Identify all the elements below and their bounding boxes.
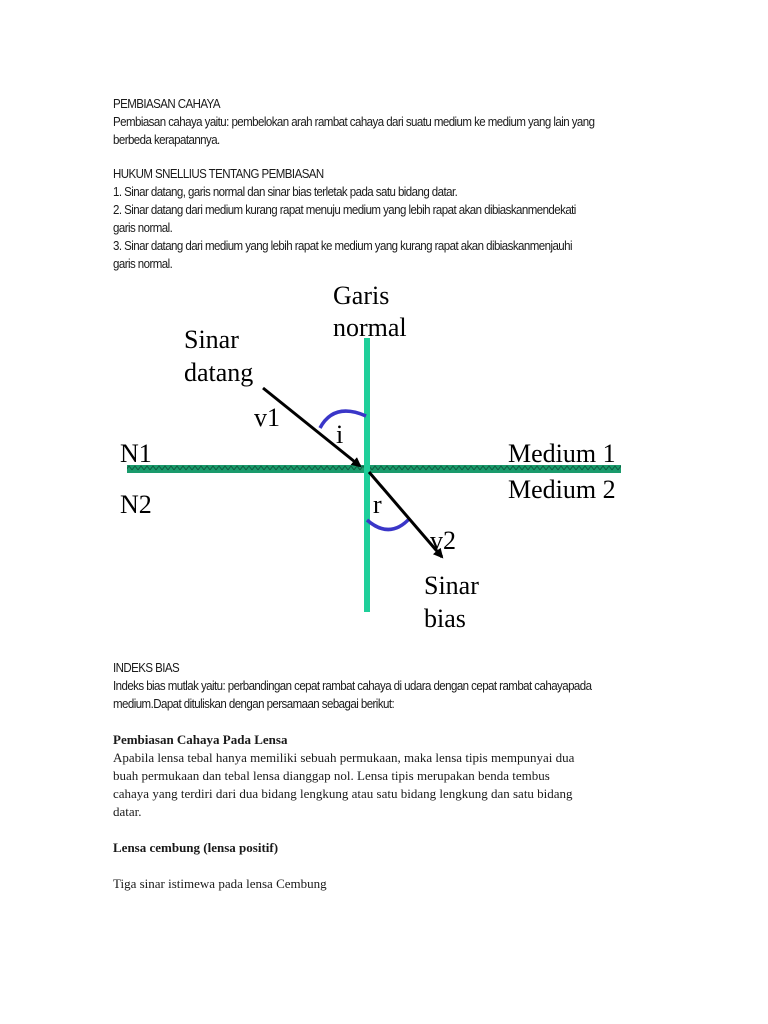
label-v2: v2 — [430, 526, 456, 555]
law-line-3: garis normal. — [113, 221, 173, 235]
label-angle-r: r — [373, 490, 382, 519]
law-line-5: garis normal. — [113, 257, 173, 271]
section-tiga-sinar — [113, 875, 713, 893]
section-lensa-cembung — [113, 839, 713, 857]
tiga-sinar-line: Tiga sinar istimewa pada lensa Cembung — [113, 876, 327, 891]
label-sinar-bias-2: bias — [424, 604, 466, 633]
section-indeks-bias — [113, 659, 665, 713]
law-line-4: 3. Sinar datang dari medium yang lebih rapat ke medium yang kurang rapat akan dibiaskanmenjauhi — [113, 239, 572, 253]
lensa-line-2: buah permukaan dan tebal lensa dianggap nol. Lensa tipis merupakan benda tembus — [113, 768, 550, 783]
label-medium-1: Medium 1 — [508, 439, 616, 468]
label-garis-normal-1: Garis — [333, 281, 390, 310]
definition-line-2: berbeda kerapatannya. — [113, 133, 220, 147]
section-hukum-snellius — [113, 165, 665, 273]
label-sinar-datang-1: Sinar — [184, 325, 239, 354]
section-pembiasan-lensa — [113, 731, 713, 821]
heading-pembiasan-lensa: Pembiasan Cahaya Pada Lensa — [113, 732, 288, 747]
label-garis-normal-2: normal — [333, 313, 407, 342]
label-sinar-bias-1: Sinar — [424, 571, 479, 600]
definition-line-1: Pembiasan cahaya yaitu: pembelokan arah rambat cahaya dari suatu medium ke medium yang lain yang — [113, 115, 595, 129]
heading-hukum-snellius: HUKUM SNELLIUS TENTANG PEMBIASAN — [113, 167, 324, 181]
lensa-line-1: Apabila lensa tebal hanya memiliki sebuah permukaan, maka lensa tipis mempunyai dua — [113, 750, 575, 765]
indeks-line-2: medium.Dapat dituliskan dengan persamaan sebagai berikut: — [113, 697, 395, 711]
lensa-line-4: datar. — [113, 804, 142, 819]
heading-lensa-cembung: Lensa cembung (lensa positif) — [113, 840, 279, 855]
angle-r-arc — [367, 518, 410, 530]
label-n1: N1 — [120, 439, 152, 468]
indeks-line-1: Indeks bias mutlak yaitu: perbandingan cepat rambat cahaya di udara dengan cepat rambat cahayapada — [113, 679, 592, 693]
label-medium-2: Medium 2 — [508, 475, 616, 504]
law-line-1: 1. Sinar datang, garis normal dan sinar bias terletak pada satu bidang datar. — [113, 185, 458, 199]
label-sinar-datang-2: datang — [184, 358, 254, 387]
section-pembiasan-cahaya — [113, 95, 665, 149]
heading-indeks-bias: INDEKS BIAS — [113, 661, 180, 675]
label-v1: v1 — [254, 403, 280, 432]
normal-line — [364, 338, 370, 612]
label-angle-i: i — [336, 420, 344, 449]
heading-pembiasan-cahaya: PEMBIASAN CAHAYA — [113, 97, 221, 111]
label-n2: N2 — [120, 490, 152, 519]
refraction-diagram — [0, 270, 768, 650]
lensa-line-3: cahaya yang terdiri dari dua bidang lengkung atau satu bidang lengkung dan satu bidang — [113, 786, 573, 801]
law-line-2: 2. Sinar datang dari medium kurang rapat menuju medium yang lebih rapat akan dibiaskanmendekati — [113, 203, 576, 217]
